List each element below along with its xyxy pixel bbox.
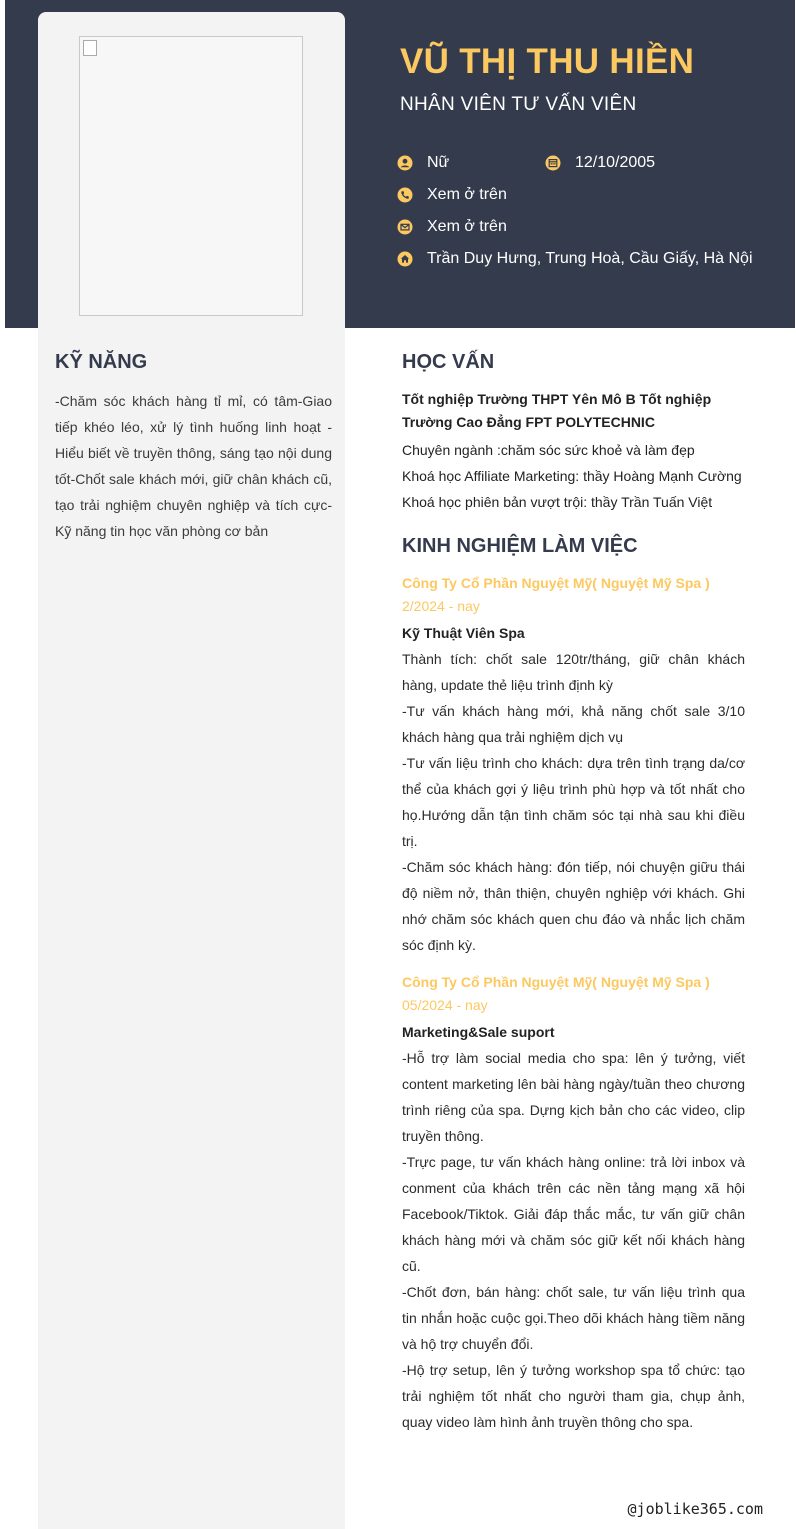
watermark: @joblike365.com bbox=[627, 1500, 763, 1518]
user-icon bbox=[397, 155, 413, 171]
phone-value: Xem ở trên bbox=[427, 186, 507, 203]
education-school: Tốt nghiệp Trường THPT Yên Mô B Tốt nghiệp Trường Cao Đẳng FPT POLYTECHNIC bbox=[402, 391, 712, 430]
skills-text: -Chăm sóc khách hàng tỉ mỉ, có tâm-Giao tiếp khéo léo, xử lý tình huống linh hoạt -Hiểu biết về truyền thông, sáng tạo nội dung tốt-Chốt sale khách mới, giữ chân khách cũ, tạo trải nghiệm chuyên nghiệp và tích cực-Kỹ năng tin học văn phòng cơ bản bbox=[55, 393, 332, 539]
experience-details bbox=[402, 1045, 745, 1435]
candidate-position: NHÂN VIÊN TƯ VẤN VIÊN bbox=[400, 94, 637, 115]
education-line: Chuyên ngành :chăm sóc sức khoẻ và làm đẹp bbox=[402, 442, 695, 458]
broken-image-icon bbox=[83, 40, 97, 56]
experience-detail: Thành tích: chốt sale 120tr/tháng, giữ chân khách hàng, update thẻ liệu trình định kỳ bbox=[402, 651, 745, 693]
education-section bbox=[402, 388, 745, 515]
skills-heading: KỸ NĂNG bbox=[55, 351, 148, 373]
experience-item bbox=[402, 572, 745, 958]
experience-heading: KINH NGHIỆM LÀM VIỆC bbox=[402, 535, 638, 557]
education-line: Khoá học phiên bản vượt trội: thầy Trần Tuấn Việt bbox=[402, 494, 713, 510]
experience-detail: -Tư vấn khách hàng mới, khả năng chốt sale 3/10 khách hàng qua trải nghiệm dịch vụ bbox=[402, 703, 745, 745]
experience-period: 2/2024 - nay bbox=[402, 598, 480, 614]
email-row bbox=[397, 218, 507, 236]
education-heading: HỌC VẤN bbox=[402, 351, 495, 373]
experience-role: Kỹ Thuật Viên Spa bbox=[402, 625, 525, 641]
experience-period: 05/2024 - nay bbox=[402, 997, 488, 1013]
phone-row bbox=[397, 186, 507, 204]
experience-detail: -Hỗ trợ làm social media cho spa: lên ý tưởng, viết content marketing lên bài hàng ngày/tuần theo chương trình riêng của spa. Dựng kịch bản cho các video, clip truyền thông. bbox=[402, 1050, 745, 1144]
experience-detail: -Trực page, tư vấn khách hàng online: trả lời inbox và conment của khách trên các nền tảng mạng xã hội Facebook/Tiktok. Giải đáp thắc mắc, tư vấn giữ chân khách hàng mới và chăm sóc giữ kết nối khách hàng cũ. bbox=[402, 1154, 745, 1274]
address-value: Trần Duy Hưng, Trung Hoà, Cầu Giấy, Hà Nội bbox=[427, 250, 753, 267]
email-value: Xem ở trên bbox=[427, 218, 507, 235]
candidate-name: VŨ THỊ THU HIỀN bbox=[400, 42, 695, 81]
experience-detail: -Chốt đơn, bán hàng: chốt sale, tư vấn liệu trình qua tin nhắn hoặc cuộc gọi.Theo dõi khách hàng tiềm năng và hộ trợ chuyển đổi. bbox=[402, 1284, 745, 1352]
experience-details bbox=[402, 646, 745, 958]
email-icon bbox=[397, 219, 413, 235]
gender-row bbox=[397, 154, 449, 172]
profile-photo bbox=[79, 36, 303, 316]
experience-company: Công Ty Cổ Phần Nguyệt Mỹ( Nguyệt Mỹ Spa ) bbox=[402, 575, 710, 591]
experience-item bbox=[402, 971, 745, 1435]
dob-value: 12/10/2005 bbox=[575, 154, 656, 171]
education-line: Khoá học Affiliate Marketing: thầy Hoàng Mạnh Cường bbox=[402, 468, 742, 484]
experience-detail: -Tư vấn liệu trình cho khách: dựa trên tình trạng da/cơ thể của khách gợi ý liệu trình phù hợp và tốt nhất cho họ.Hướng dẫn tận tình chăm sóc tại nhà sau khi điều trị. bbox=[402, 755, 745, 849]
home-icon bbox=[397, 251, 413, 267]
experience-role: Marketing&Sale suport bbox=[402, 1024, 555, 1040]
calendar-icon bbox=[545, 155, 561, 171]
phone-icon bbox=[397, 187, 413, 203]
address-row bbox=[397, 250, 753, 268]
dob-row bbox=[545, 154, 655, 172]
experience-detail: -Chăm sóc khách hàng: đón tiếp, nói chuyện giữu thái độ niềm nở, thân thiện, chuyên nghiệp với khách. Ghi nhớ chăm sóc khách quen chu đáo và nhắc lịch chăm sóc định kỳ. bbox=[402, 859, 745, 953]
gender-value: Nữ bbox=[427, 154, 450, 171]
experience-detail: -Hộ trợ setup, lên ý tưởng workshop spa tổ chức: tạo trải nghiệm tốt nhất cho người tham gia, chụp ảnh, quay video làm hình ảnh truyền thông cho spa. bbox=[402, 1362, 745, 1430]
experience-company: Công Ty Cổ Phần Nguyệt Mỹ( Nguyệt Mỹ Spa ) bbox=[402, 974, 710, 990]
